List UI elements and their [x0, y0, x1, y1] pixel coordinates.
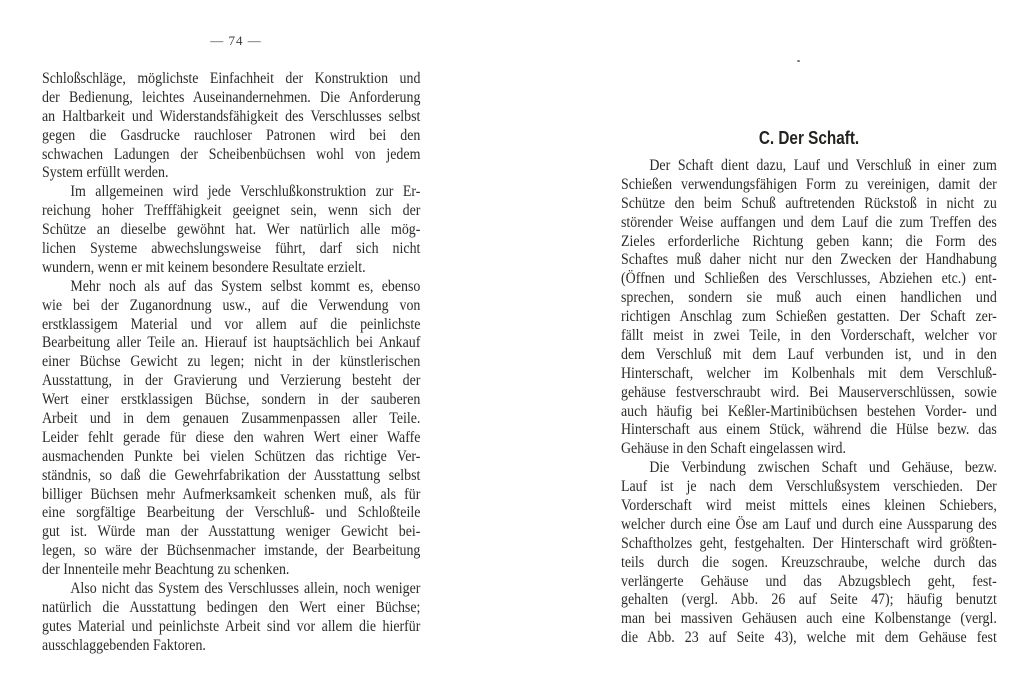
text-line: (Öffnen und Schließen des Verschlusses, Abziehen etc.) ent-: [621, 269, 997, 288]
scan-speck: [797, 60, 800, 62]
text-line: Der Schaft dient dazu, Lauf und Verschluß in einer zum: [649, 156, 997, 174]
text-line: Leider fehlt gerade für diese den wahren Wert einer Waffe: [42, 427, 421, 446]
text-line: Lauf ist je nach dem Verschlußsystem verschieden. Der: [621, 477, 997, 496]
text-line: man bei massiven Gehäusen auch eine Kolbenstange (vergl.: [621, 609, 997, 628]
text-line: reichung hoher Trefffähigkeit geeignet sein, wenn sich der: [42, 201, 421, 220]
text-line: gehalten (vergl. Abb. 26 auf Seite 47); häufig benutzt: [621, 590, 997, 609]
left-page-body: [42, 69, 420, 655]
text-line: störender Weise auffangen und dem Lauf die zum Treffen des: [621, 212, 997, 231]
text-line: gut ist. Würde man der Ausstattung weniger Gewicht bei-: [42, 522, 421, 541]
text-line: teils durch die sogen. Kreuzschraube, welche durch das: [621, 552, 997, 571]
text-line: wundern, wenn er mit keinem besondere Resultate erzielt.: [42, 257, 366, 276]
text-line: gegen die Gasdrucke rauchloser Patronen wird bei den: [42, 125, 421, 144]
text-line: Schießen verwendungsfähigen Form zu vereinigen, damit der: [621, 174, 997, 193]
text-line: Wert einer erstklassigen Büchse, sondern in der sauberen: [42, 390, 421, 409]
text-line: der Innenteile mehr Beachtung zu schenken.: [42, 560, 290, 579]
text-line: legen, so wäre der Büchsenmacher imstande, der Bearbeitung: [42, 541, 421, 560]
text-line: ausschlaggebenden Faktoren.: [42, 635, 206, 654]
text-line: Bearbeitung aller Teile an. Hierauf ist hauptsächlich bei Ankauf: [42, 333, 421, 352]
text-line: einer Büchse Gewicht zu legen; nicht in der künstlerischen: [42, 352, 421, 371]
text-line: welcher durch eine Öse am Lauf und durch eine Aussparung des: [621, 514, 997, 533]
text-line: Zieles erforderliche Richtung geben kann; die Form des: [621, 231, 997, 250]
text-line: die Abb. 23 auf Seite 43), welche mit dem Gehäuse fest: [621, 628, 997, 647]
text-line: der Bedienung, leichtes Auseinandernehmen. Die Anforderung: [42, 87, 421, 106]
text-line: Im allgemeinen wird jede Verschlußkonstruktion zur Er-: [70, 182, 421, 201]
text-line: fällt meist in zwei Teile, in den Vorderschaft, welcher vor: [621, 326, 997, 345]
text-line: Also nicht das System des Verschlusses allein, noch weniger: [70, 579, 421, 598]
text-line: Vorderschaft wird meist mittels eines kleinen Schiebers,: [621, 496, 997, 515]
text-line: wie bei der Zuganordnung usw., auf die Verwendung von: [42, 295, 421, 314]
text-line: Ausstattung, in der Gravierung und Verzierung besteht der: [42, 371, 421, 390]
text-line: gehäuse festverschraubt wird. Bei Mauserverschlüssen, sowie: [621, 382, 997, 401]
text-line: Schütze an dieselbe gewöhnt hat. Wer natürlich alle mög-: [42, 220, 421, 239]
text-line: sprechen, sondern sie muß auch einen handlichen und: [621, 288, 997, 307]
text-line: Schaftholzes geht, festgehalten. Der Hinterschaft wird größten-: [621, 533, 997, 552]
text-line: Schütze den beim Schuß auftretenden Rückstoß in nicht zu: [621, 193, 997, 212]
text-line: erstklassigem Material und vor allem auf die peinlichste: [42, 314, 421, 333]
section-heading: C. Der Schaft.: [758, 128, 860, 148]
text-line: Die Verbindung zwischen Schaft und Gehäuse, bezw.: [649, 458, 997, 477]
text-line: ausmachenden Punkte bei vielen Schützen das richtige Ver-: [42, 446, 421, 465]
text-line: lichen Systeme abwechslungsweise führt, darf sich nicht: [42, 239, 421, 258]
text-line: Schloßschläge, möglichste Einfachheit der Konstruktion und: [42, 69, 421, 87]
text-line: Schaftes muß daher nicht nur den Zwecken der Handhabung: [621, 250, 997, 269]
text-line: ständnis, so daß die Gewehrfabrikation der Ausstattung selbst: [42, 465, 421, 484]
text-line: verlängerte Gehäuse und das Abzugsblech geht, fest-: [621, 571, 997, 590]
text-line: an Haltbarkeit und Widerstandsfähigkeit des Verschlusses selbst: [42, 106, 421, 125]
right-page-body: [621, 156, 997, 647]
text-line: Hinterschaft aus einem Stück, während die Hülse bezw. das: [621, 420, 997, 439]
text-line: System erfüllt werden.: [42, 163, 169, 182]
text-line: billiger Büchsen mehr Aufmerksamkeit schenken muß, als für: [42, 484, 421, 503]
text-line: Mehr noch als auf das System selbst kommt es, ebenso: [70, 276, 421, 295]
text-line: auch häufig bei Keßler-Martinibüchsen bestehen Vorder- und: [621, 401, 997, 420]
text-line: natürlich die Ausstattung bedingen den Wert einer Büchse;: [42, 597, 421, 616]
text-line: Hinterschaft, welcher im Kolbenhals mit dem Verschluß-: [621, 363, 997, 382]
right-page: [512, 0, 1024, 695]
text-line: richtigen Anschlag zum Schießen gestatten. Der Schaft zer-: [621, 307, 997, 326]
page-number: — 74 —: [210, 33, 262, 48]
text-line: gutes Material und peinlichste Arbeit sind vor allem die hierfür: [42, 616, 421, 635]
text-line: dem Verschluß mit dem Lauf verbunden ist, und in den: [621, 344, 997, 363]
text-line: schwachen Ladungen der Scheibenbüchsen wohl von jedem: [42, 144, 421, 163]
text-line: eine sorgfältige Bearbeitung der Verschluß- und Schloßteile: [42, 503, 421, 522]
text-line: Arbeit und in dem genauen Zusammenpassen aller Teile.: [42, 409, 421, 428]
text-line: Gehäuse in den Schaft eingelassen wird.: [621, 439, 846, 458]
